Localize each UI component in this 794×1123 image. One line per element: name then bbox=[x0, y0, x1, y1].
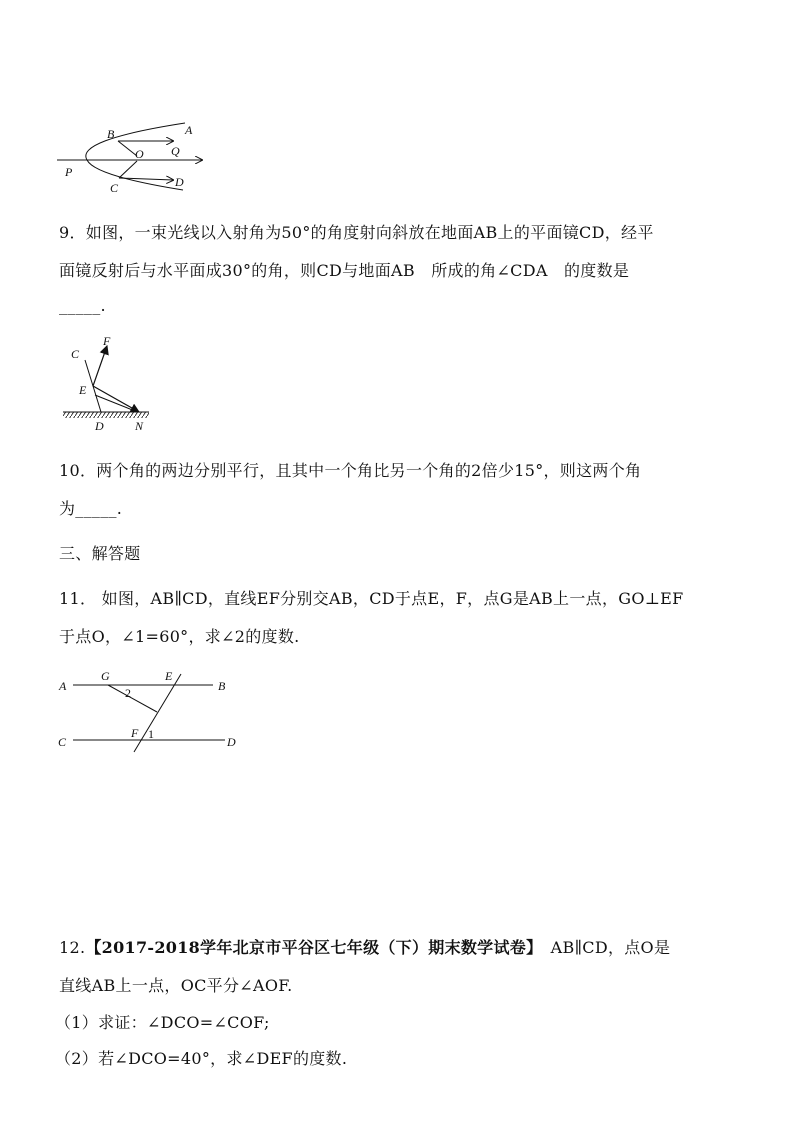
q10-line-1: 10．两个角的两边分别平行，且其中一个角比另一个角的2倍少15°，则这两个角 bbox=[59, 461, 642, 480]
q10-line-2: 为_____. bbox=[59, 499, 123, 518]
q9-line-1: 9．如图，一束光线以入射角为50°的角度射向斜放在地面AB上的平面镜CD，经平 bbox=[59, 223, 654, 242]
label-F: F bbox=[131, 726, 139, 740]
q12-number: 12. bbox=[59, 938, 86, 957]
label-angle-1: 1 bbox=[148, 727, 154, 741]
label-D: D bbox=[227, 735, 236, 749]
section-title: 三、解答题 bbox=[59, 544, 141, 563]
label-A: A bbox=[59, 679, 67, 693]
q11-line-1: 11． 如图，AB∥CD，直线EF分别交AB，CD于点E，F，点G是AB上一点，GO⊥EF bbox=[59, 589, 684, 608]
q11-line-2: 于点O，∠1=60°，求∠2的度数. bbox=[59, 627, 300, 646]
q12-part-2: （2）若∠DCO=40°，求∠DEF的度数. bbox=[55, 1049, 348, 1068]
label-B: B bbox=[218, 679, 226, 693]
label-P: P bbox=[65, 165, 73, 179]
label-N: N bbox=[135, 419, 144, 433]
q12-text: AB∥CD，点O是 bbox=[534, 938, 671, 957]
q12-line-2: 直线AB上一点，OC平分∠AOF. bbox=[59, 976, 293, 995]
q12-part-1: （1）求证：∠DCO=∠COF; bbox=[55, 1013, 270, 1032]
label-F: F bbox=[103, 334, 111, 348]
q9-line-3: _____. bbox=[59, 296, 106, 315]
label-A: A bbox=[185, 123, 193, 137]
label-C: C bbox=[110, 181, 119, 195]
figure-q11 bbox=[55, 664, 245, 760]
label-D: D bbox=[175, 175, 184, 189]
label-E: E bbox=[79, 383, 87, 397]
figure-q9 bbox=[55, 332, 165, 434]
label-B: B bbox=[107, 127, 115, 141]
label-C: C bbox=[71, 347, 80, 361]
label-O: O bbox=[135, 147, 144, 161]
label-D: D bbox=[95, 419, 104, 433]
q9-line-2: 面镜反射后与水平面成30°的角，则CD与地面AB 所成的角∠CDA 的度数是 bbox=[59, 261, 630, 280]
label-G: G bbox=[101, 669, 110, 683]
label-Q: Q bbox=[171, 144, 180, 158]
q12-source: 【2017-2018学年北京市平谷区七年级（下）期末数学试卷】 bbox=[85, 938, 535, 957]
label-C: C bbox=[58, 735, 67, 749]
q12-line-1 bbox=[59, 935, 670, 958]
label-angle-2: 2 bbox=[125, 686, 131, 700]
label-E: E bbox=[165, 669, 173, 683]
figure-q8 bbox=[55, 118, 215, 198]
